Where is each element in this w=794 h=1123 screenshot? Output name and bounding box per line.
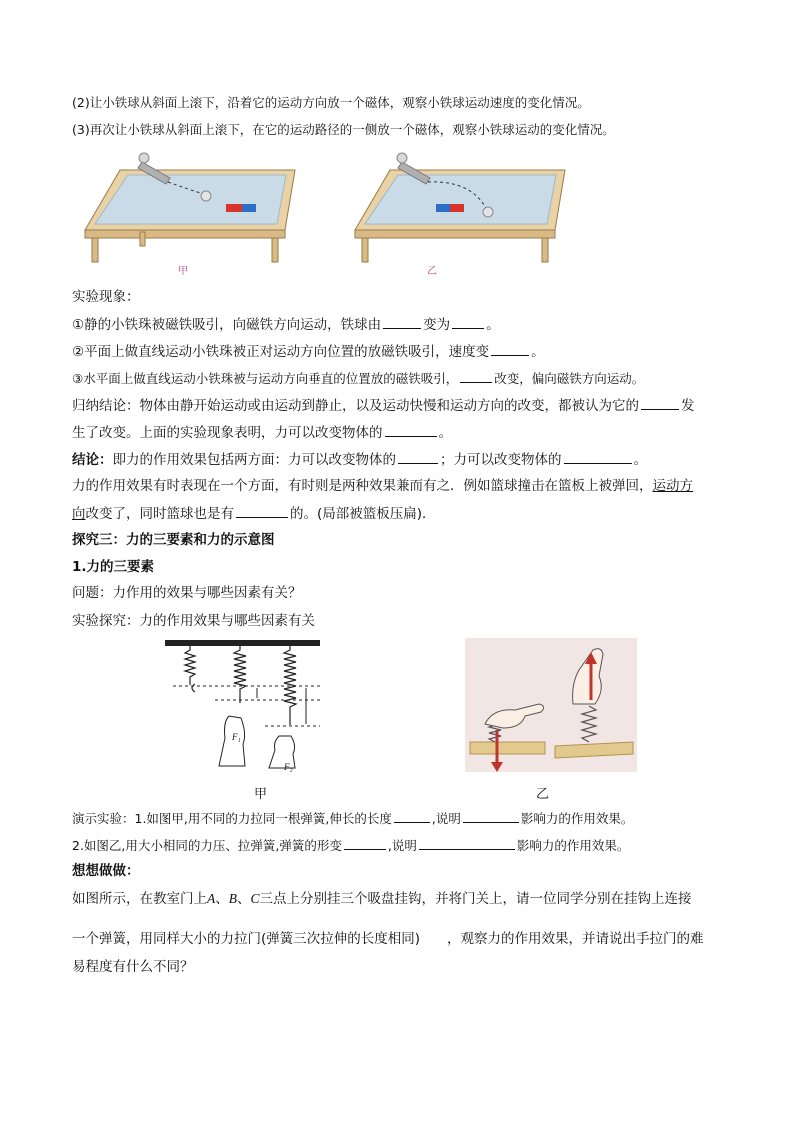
conclusion-line-1 bbox=[72, 396, 695, 415]
figure-2-caption-a: 甲 bbox=[254, 787, 268, 802]
observation-3-text: ③水平面上做直线运动小铁珠被与运动方向垂直的位置放的磁铁吸引， bbox=[72, 371, 459, 386]
think-line-1 bbox=[72, 890, 692, 908]
observation-1 bbox=[72, 315, 500, 334]
observation-3 bbox=[72, 369, 644, 388]
effect-underlined-text: 向 bbox=[72, 506, 86, 522]
subsection-heading: 1.力的三要素 bbox=[72, 559, 155, 575]
think-title: 想想做做： bbox=[72, 863, 140, 879]
figure-1-caption-a: 甲 bbox=[178, 266, 188, 277]
answer-blank[interactable] bbox=[564, 450, 632, 464]
observation-2-text: ②平面上做直线运动小铁珠被正对运动方向位置的放磁铁吸引，速度变 bbox=[72, 344, 490, 360]
demo-2 bbox=[72, 836, 629, 855]
conclusion-text: 归纳结论：物体由静开始运动或由运动到静止，以及运动快慢和运动方向的改变，都被认为它的 bbox=[72, 398, 639, 414]
observation-1-text: ①静的小铁珠被磁铁吸引，向磁铁方向运动，铁球由 bbox=[72, 317, 382, 333]
question-text: 问题：力作用的效果与哪些因素有关？ bbox=[72, 585, 302, 601]
result-text-b: ；力可以改变物体的 bbox=[440, 452, 562, 468]
effect-text-b: 的。(局部被篮板压扁)． bbox=[290, 506, 436, 522]
answer-blank[interactable] bbox=[236, 504, 288, 518]
force-label-f2: F₂ bbox=[284, 762, 293, 772]
effect-text: 改变了，同时篮球也是有 bbox=[85, 506, 234, 522]
think-line-2: 一个弹簧，用同样大小的力拉门(弹簧三次拉伸的长度相同) ，观察力的作用效果，并请说出手拉门的难 bbox=[72, 931, 704, 947]
answer-blank[interactable] bbox=[344, 836, 386, 850]
demo-2-text-c: 影响力的作用效果。 bbox=[516, 838, 630, 853]
answer-blank[interactable] bbox=[383, 315, 421, 329]
answer-blank[interactable] bbox=[385, 423, 437, 437]
demo-1-text: 演示实验：1.如图甲,用不同的力拉同一根弹簧,伸长的长度 bbox=[72, 811, 392, 826]
observation-1-text-b: 变为 bbox=[423, 317, 451, 333]
separator: 、 bbox=[237, 891, 251, 907]
effect-text: 力的作用效果有时表现在一个方面，有时则是两种效果兼而有之．例如篮球撞击在篮板上被弹回， bbox=[72, 478, 653, 494]
demo-1-text-c: 影响力的作用效果。 bbox=[520, 811, 634, 826]
think-line-3: 易程度有什么不同？ bbox=[72, 959, 194, 975]
answer-blank[interactable] bbox=[419, 836, 515, 850]
answer-blank[interactable] bbox=[460, 369, 492, 383]
separator: 、 bbox=[215, 891, 229, 907]
demo-1 bbox=[72, 809, 633, 828]
conclusion-text-b: 。 bbox=[438, 425, 452, 441]
point-c-label: C bbox=[250, 891, 260, 906]
conclusion-text: 生了改变。上面的实验现象表明，力可以改变物体的 bbox=[72, 425, 383, 441]
effect-underlined-text: 运动方 bbox=[652, 478, 693, 494]
answer-blank[interactable] bbox=[398, 450, 438, 464]
observation-2 bbox=[72, 342, 545, 361]
answer-blank[interactable] bbox=[641, 396, 679, 410]
force-label-f1: F₁ bbox=[232, 732, 241, 742]
observation-1-text-c: 。 bbox=[486, 317, 500, 333]
result-text-c: 。 bbox=[633, 452, 647, 468]
observation-2-text-b: 。 bbox=[531, 344, 545, 360]
figure-2-caption-b: 乙 bbox=[536, 787, 550, 802]
step-3-text: (3)再次让小铁球从斜面上滚下，在它的运动路径的一侧放一个磁体，观察小铁球运动的变化情况。 bbox=[72, 122, 615, 137]
result-line bbox=[72, 450, 647, 469]
think-text-b: 三点上分别挂三个吸盘挂钩，并将门关上，请一位同学分别在挂钩上连接 bbox=[259, 891, 692, 907]
figure-springs-pulled bbox=[165, 640, 325, 775]
result-label: 结论： bbox=[72, 452, 113, 468]
figure-ramp-magnet-straight bbox=[80, 150, 300, 265]
point-b-label: B bbox=[228, 891, 237, 906]
result-text: 即力的作用效果包括两方面：力可以改变物体的 bbox=[112, 452, 396, 468]
demo-2-text: 2.如图乙,用大小相同的力压、拉弹簧,弹簧的形变 bbox=[72, 838, 342, 853]
figure-springs-press-pull bbox=[465, 638, 637, 772]
conclusion-text-b: 发 bbox=[681, 398, 695, 414]
observation-3-text-b: 改变，偏向磁铁方向运动。 bbox=[494, 371, 645, 386]
effect-line-1 bbox=[72, 477, 693, 495]
answer-blank[interactable] bbox=[463, 809, 519, 823]
section-heading: 探究三：力的三要素和力的示意图 bbox=[72, 532, 275, 548]
effect-line-2 bbox=[72, 504, 436, 523]
demo-1-text-b: ,说明 bbox=[431, 811, 461, 826]
answer-blank[interactable] bbox=[394, 809, 430, 823]
phenomena-title: 实验现象： bbox=[72, 289, 140, 305]
think-text: 如图所示，在教室门上 bbox=[72, 891, 207, 907]
demo-2-text-b: ,说明 bbox=[387, 838, 417, 853]
conclusion-line-2 bbox=[72, 423, 452, 442]
figure-ramp-magnet-side bbox=[350, 150, 570, 265]
answer-blank[interactable] bbox=[491, 342, 529, 356]
answer-blank[interactable] bbox=[452, 315, 484, 329]
figure-1-caption-b: 乙 bbox=[427, 266, 437, 277]
point-a-label: A bbox=[207, 891, 216, 906]
explore-text: 实验探究：力的作用效果与哪些因素有关 bbox=[72, 613, 315, 629]
step-2-text: (2)让小铁球从斜面上滚下，沿着它的运动方向放一个磁体，观察小铁球运动速度的变化情况。 bbox=[72, 95, 590, 110]
